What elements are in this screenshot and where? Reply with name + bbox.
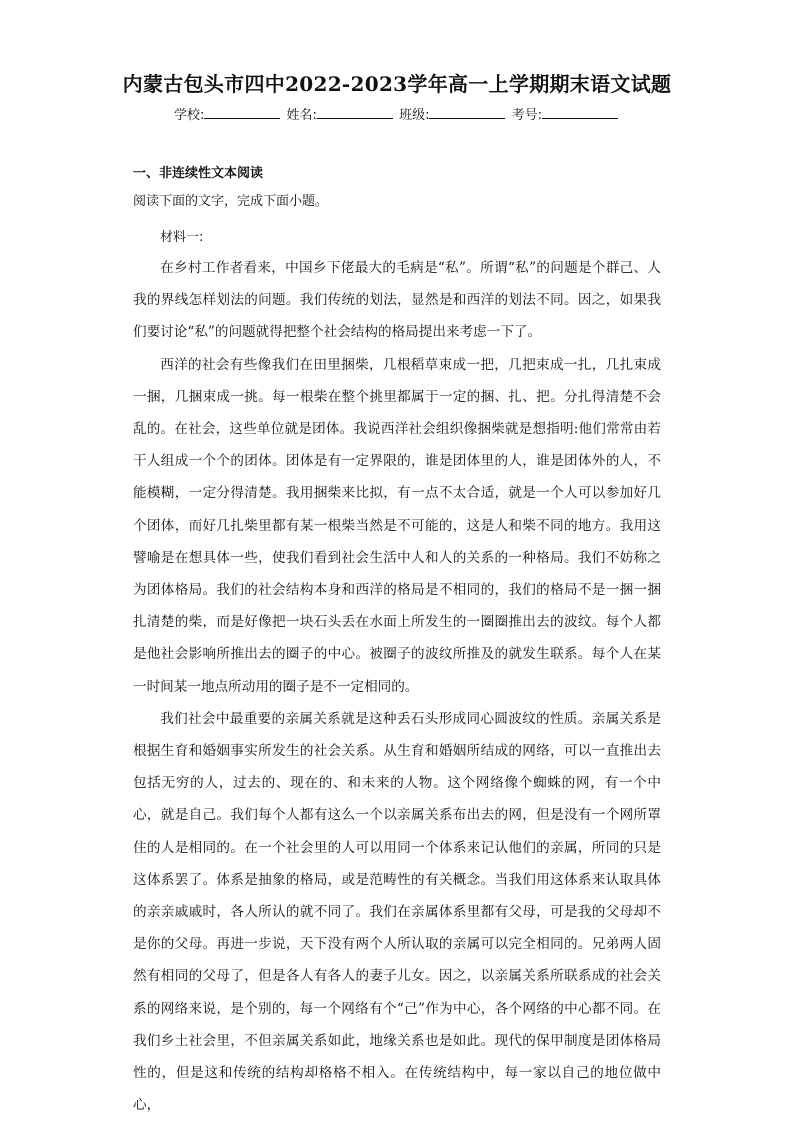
name-blank [317, 106, 393, 119]
material-text [133, 252, 661, 1121]
paragraph: 西洋的社会有些像我们在田里捆柴，几根稻草束成一把，几把束成一扎，几扎束成一捆，几捆束成一挑。每一根柴在整个挑里都属于一定的捆、扎、把。分扎得清楚不会乱的。在社会，这些单位就是团体。我说西洋社会组织像捆柴就是想指明:他们常常由若干人组成一个个的团体。团体是有一定界限的，谁是团体里的人，谁是团体外的人，不能模糊，一定分得清楚。我用捆柴来比拟，有一点不太合适，就是一个人可以参加好几个团体，而好几扎柴里都有某一根柴当然是不可能的，这是人和柴不同的地方。我用这譬喻是在想具体一些，使我们看到社会生活中人和人的关系的一种格局。我们不妨称之为团体格局。我们的社会结构本身和西洋的格局是不相同的，我们的格局不是一捆一捆扎清楚的柴，而是好像把一块石头丢在水面上所发生的一圈圈推出去的波纹。每个人都是他社会影响所推出去的圈子的中心。被圈子的波纹所推及的就发生联系。每个人在某一时间某一地点所动用的圈子是不一定相同的。 [133, 356, 661, 695]
class-blank [429, 106, 505, 119]
paragraph: 我们社会中最重要的亲属关系就是这种丢石头形成同心圆波纹的性质。亲属关系是根据生育和婚姻事实所发生的社会关系。从生育和婚姻所结成的网络，可以一直推出去包括无穷的人，过去的、现在的、和未来的人物。这个网络像个蜘蛛的网，有一个中心，就是自己。我们每个人都有这么一个以亲属关系布出去的网，但是没有一个网所罩住的人是相同的。在一个社会里的人可以用同一个体系来记认他们的亲属，所同的只是这体系罢了。体系是抽象的格局，或是范畴性的有关概念。当我们用这体系来认取具体的亲亲戚戚时，各人所认的就不同了。我们在亲属体系里都有父母，可是我的父母却不是你的父母。再进一步说，天下没有两个人所认取的亲属可以完全相同的。兄弟两人固然有相同的父母了，但是各人有各人的妻子儿女。因之，以亲属关系所联系成的社会关系的网络来说，是个别的，每一个网络有个“己”作为中心，各个网络的中心都不同。在我们乡土社会里，不但亲属关系如此，地缘关系也是如此。现代的保甲制度是团体格局性的，但是这和传统的结构却格格不相入。在传统结构中，每一家以自己的地位做中心， [133, 710, 661, 1114]
class-label: 班级: [399, 108, 430, 123]
name-label: 姓名: [286, 108, 317, 123]
section-heading: 一、非连续性文本阅读 [133, 166, 264, 181]
document-title: 内蒙古包头市四中2022-2023学年高一上学期期末语文试题 [122, 72, 672, 96]
student-info-line [0, 104, 794, 123]
exam-number-label: 考号: [511, 108, 542, 123]
school-blank [204, 106, 280, 119]
paragraph: 在乡村工作者看来，中国乡下佬最大的毛病是“私”。所谓“私”的问题是个群己、人我的界线怎样划法的问题。我们传统的划法，显然是和西洋的划法不同。因之，如果我们要讨论“私”的问题就得把整个社会结构的格局提出来考虑一下了。 [133, 260, 661, 341]
exam-number-blank [542, 106, 618, 119]
school-label: 学校: [174, 108, 205, 123]
reading-instruction: 阅读下面的文字，完成下面小题。 [133, 194, 329, 209]
material-label: 材料一: [160, 230, 204, 245]
